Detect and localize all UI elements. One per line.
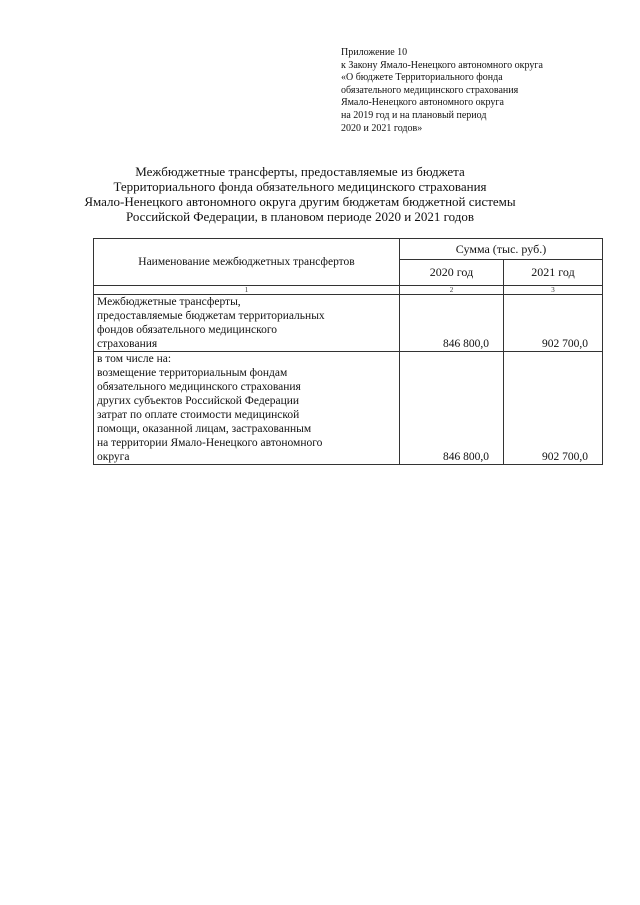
- row-name: [94, 352, 400, 465]
- title-line: Ямало-Ненецкого автономного округа другим бюджетам бюджетной системы: [84, 194, 516, 209]
- transfers-table: [93, 238, 603, 465]
- column-header-2020: 2020 год: [400, 260, 504, 286]
- appendix-line: обязательного медицинского страхования: [341, 84, 519, 96]
- column-number: 1: [94, 286, 400, 295]
- value-2020: 846 800,0: [400, 295, 504, 352]
- document-title: [40, 164, 560, 224]
- column-number: 3: [504, 286, 603, 295]
- appendix-line: Ямало-Ненецкого автономного округа: [341, 97, 504, 109]
- appendix-line: к Закону Ямало-Ненецкого автономного округа: [341, 59, 543, 71]
- row-name-line: округа: [97, 451, 130, 463]
- appendix-line: «О бюджете Территориального фонда: [341, 72, 503, 84]
- row-name-line: других субъектов Российской Федерации: [97, 395, 300, 407]
- row-name-line: предоставляемые бюджетам территориальных: [97, 310, 325, 322]
- title-line: Межбюджетные трансферты, предоставляемые из бюджета: [135, 164, 465, 179]
- appendix-line: 2020 и 2021 годов»: [341, 122, 423, 134]
- row-name-line: страхования: [97, 338, 158, 350]
- table-header-row: [94, 239, 603, 260]
- column-header-sum: Сумма (тыс. руб.): [400, 239, 603, 260]
- column-header-2021: 2021 год: [504, 260, 603, 286]
- row-name-line: затрат по оплате стоимости медицинской: [97, 409, 300, 421]
- row-name-line: фондов обязательного медицинского: [97, 324, 278, 336]
- column-number: 2: [400, 286, 504, 295]
- value-2021: 902 700,0: [504, 352, 603, 465]
- row-name-line: в том числе на:: [97, 353, 172, 365]
- value-2020: 846 800,0: [400, 352, 504, 465]
- appendix-note: [341, 47, 631, 135]
- row-name-line: на территории Ямало-Ненецкого автономного: [97, 437, 323, 449]
- title-line: Российской Федерации, в плановом периоде 2020 и 2021 годов: [125, 209, 475, 224]
- column-number-row: [94, 286, 603, 295]
- column-header-name: Наименование межбюджетных трансфертов: [94, 239, 400, 286]
- table-row: [94, 295, 603, 352]
- appendix-line: Приложение 10: [341, 47, 408, 58]
- row-name-line: возмещение территориальным фондам: [97, 367, 288, 379]
- row-name-line: помощи, оказанной лицам, застрахованным: [97, 423, 312, 435]
- table-row: [94, 352, 603, 465]
- appendix-line: на 2019 год и на плановый период: [341, 109, 487, 121]
- title-line: Территориального фонда обязательного медицинского страхования: [113, 179, 487, 194]
- row-name: [94, 295, 400, 352]
- value-2021: 902 700,0: [504, 295, 603, 352]
- row-name-line: обязательного медицинского страхования: [97, 381, 301, 393]
- row-name-line: Межбюджетные трансферты,: [97, 296, 241, 308]
